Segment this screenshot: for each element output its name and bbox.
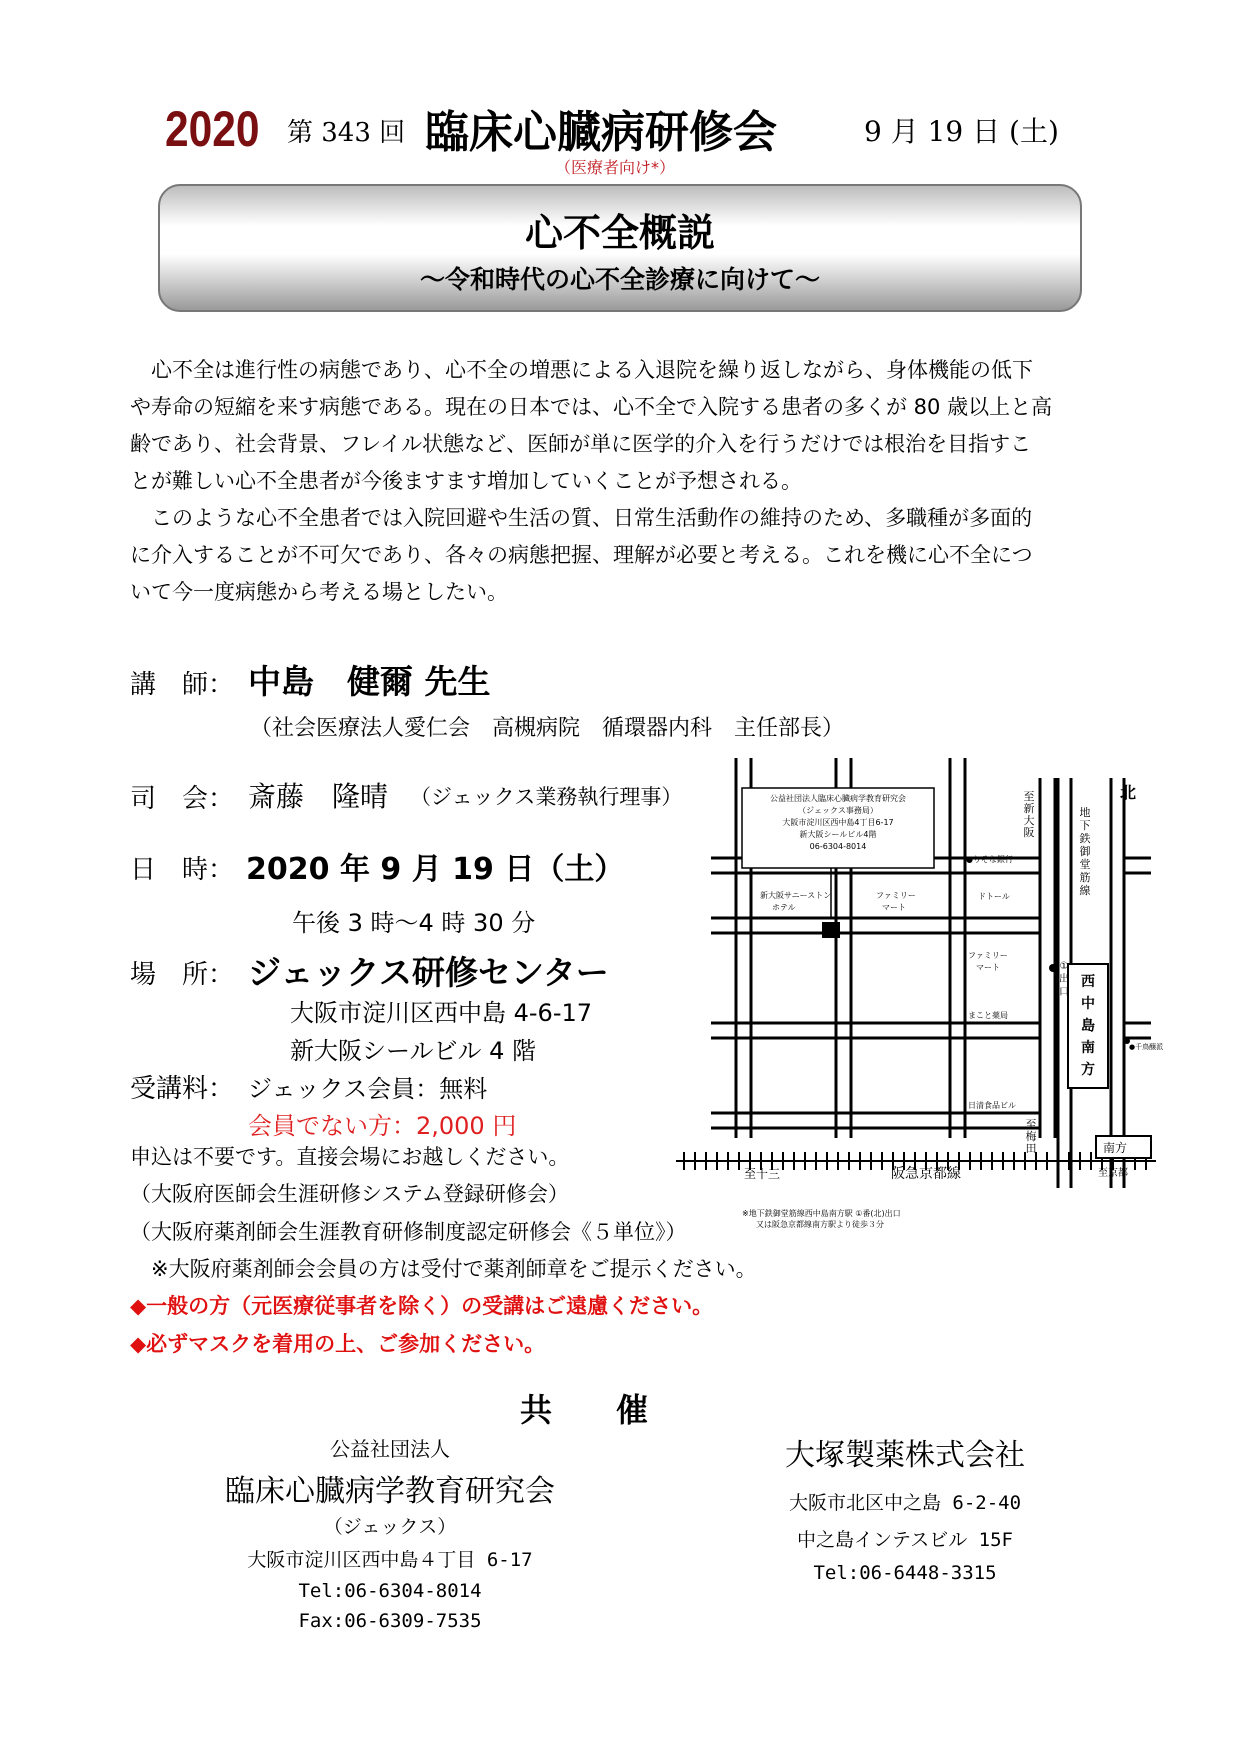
map-to-shinosaka: 至 — [1023, 790, 1035, 803]
map-hotel: ホテル — [772, 903, 796, 912]
sponsor1-fax: Fax:06-6309-7535 — [298, 1610, 482, 1632]
callout-line: 公益社団法人臨床心臓病学教育研究会 — [770, 794, 906, 803]
map-north: 北 — [1120, 783, 1137, 802]
map-to-shinosaka: 大 — [1023, 814, 1035, 827]
map-to-umeda: 梅 — [1025, 1130, 1037, 1143]
map-exit: ① — [1059, 961, 1069, 972]
map-to-umeda: 至 — [1025, 1118, 1037, 1131]
sponsor1-address: 大阪市淀川区西中島４丁目 6-17 — [247, 1549, 533, 1571]
event-time: 午後 3 時～4 時 30 分 — [292, 909, 536, 937]
callout-line: （ジェックス事務局） — [798, 806, 878, 815]
map-minamikata: 南方 — [1103, 1141, 1128, 1155]
audience-note: （医療者向け*） — [555, 158, 676, 177]
header-year: 2020 — [165, 101, 260, 157]
fee-members: ジェックス会員：無料 — [248, 1075, 488, 1103]
title-banner — [158, 184, 1082, 312]
map-resona: ●りそな銀行 — [966, 855, 1013, 864]
sponsor1-short: （ジェックス） — [323, 1516, 457, 1538]
lecturer-name: 中島 健爾 先生 — [248, 662, 491, 701]
map-doutor: ドトール — [978, 892, 1010, 901]
intro-line: とが難しい心不全患者が今後ますます増加していくことが予想される。 — [130, 469, 802, 493]
map-subway: 線 — [1079, 884, 1091, 897]
map-familymart: マート — [976, 963, 1000, 972]
note-medical-association: （大阪府医師会生涯研修システム登録研修会） — [130, 1182, 569, 1206]
sponsor1-name: 臨床心臓病学教育研究会 — [225, 1474, 555, 1509]
note-pharma-association: （大阪府薬剤師会生涯教育研修制度認定研修会《５単位》） — [130, 1220, 687, 1244]
intro-line: や寿命の短縮を来す病態である。現在の日本では、心不全で入院する患者の多くが 80 歳以上と高 — [130, 395, 1053, 419]
map-familymart: ファミリー — [876, 891, 916, 900]
map-exit: 出 — [1059, 974, 1069, 985]
map-to-shinosaka: 阪 — [1023, 826, 1035, 839]
map-to-umeda: 田 — [1025, 1142, 1037, 1155]
callout-line: 大阪市淀川区西中島4丁目6-17 — [782, 818, 894, 827]
sponsor2-name: 大塚製薬株式会社 — [785, 1438, 1025, 1473]
sponsor-otsuka — [740, 1430, 1070, 1584]
map-nisshin: 日清食品ビル — [968, 1101, 1016, 1110]
intro-line: 心不全は進行性の病態であり、心不全の増悪による入退院を繰り返しながら、身体機能の低下 — [130, 358, 1033, 382]
venue-marker — [822, 922, 840, 938]
map-svg — [676, 768, 1164, 1229]
header-title: 臨床心臓病研修会 — [425, 107, 777, 158]
map-hankyu: 阪急京都線 — [891, 1166, 961, 1182]
callout-line: 新大阪シールビル4階 — [799, 830, 877, 839]
callout-line: 06-6304-8014 — [809, 842, 867, 851]
map-subway: 御 — [1079, 845, 1091, 858]
access-map — [676, 768, 1164, 1232]
place-address: 大阪市淀川区西中島 4-6-17 — [290, 999, 593, 1027]
map-footnote: ※地下鉄御堂筋線西中島南方駅 ①番(北)出口 — [742, 1209, 901, 1218]
intro-line: いて今一度病態から考える場としたい。 — [130, 580, 508, 604]
map-to-shinosaka: 新 — [1023, 802, 1035, 815]
place-name: ジェックス研修センター — [248, 953, 609, 992]
place-building: 新大阪シールビル 4 階 — [290, 1037, 537, 1065]
map-exit: 口 — [1059, 987, 1069, 998]
warning-general-public: ◆一般の方（元医療従事者を除く）の受講はご遠慮ください。 — [130, 1294, 714, 1318]
sponsor2-building: 中之島インテスビル 15F — [797, 1529, 1013, 1551]
banner-title: 心不全概説 — [524, 211, 715, 255]
intro-line: に介入することが不可欠であり、各々の病態把握、理解が必要と考える。これを機に心不全につ — [130, 543, 1033, 567]
lecturer-label: 講 師： — [130, 670, 235, 700]
map-station: 中 — [1081, 996, 1095, 1012]
place-label: 場 所： — [130, 960, 235, 990]
map-station: 方 — [1081, 1062, 1095, 1078]
map-station: 南 — [1081, 1040, 1095, 1056]
banner-subtitle: ～令和時代の心不全診療に向けて～ — [419, 265, 820, 294]
sponsors-heading: 共 催 — [520, 1391, 649, 1429]
sponsor2-address: 大阪市北区中之島 6-2-40 — [788, 1492, 1022, 1514]
host-affiliation: （ジェックス業務執行理事） — [410, 785, 683, 809]
map-subway: 地 — [1079, 806, 1091, 819]
map-station: 西 — [1081, 974, 1095, 990]
map-subway: 堂 — [1079, 858, 1091, 871]
map-familymart: ファミリー — [968, 951, 1008, 960]
map-to-kyoto: 至京都 — [1098, 1168, 1128, 1179]
header-session: 第 343 回 — [287, 118, 406, 148]
map-subway: 下 — [1079, 819, 1091, 832]
map-station: 島 — [1081, 1018, 1095, 1034]
map-subway: 鉄 — [1079, 832, 1091, 845]
note-pharmacist-badge: ※大阪府薬剤師会会員の方は受付で薬剤師章をご提示ください。 — [130, 1257, 757, 1281]
fee-nonmembers: 会員でない方：2,000 円 — [248, 1112, 517, 1140]
event-date: 2020 年 9 月 19 日（土） — [246, 852, 625, 887]
sponsor-jecs — [180, 1433, 600, 1632]
map-familymart: マート — [882, 903, 906, 912]
sponsor1-type: 公益社団法人 — [330, 1437, 450, 1461]
map-footnote: 又は阪急京都線南方駅より徒歩３分 — [756, 1220, 884, 1229]
host-name: 斎藤 隆晴 — [248, 780, 389, 813]
intro-line: このような心不全患者では入院回避や生活の質、日常生活動作の維持のため、多職種が多面的 — [130, 506, 1033, 530]
header-date: 9 月 19 日 (土) — [864, 115, 1059, 148]
map-makoto: まこと薬局 — [968, 1011, 1008, 1020]
sponsor1-tel: Tel:06-6304-8014 — [298, 1580, 482, 1602]
sponsor2-tel: Tel:06-6448-3315 — [813, 1562, 997, 1584]
intro-line: 齢であり、社会背景、フレイル状態など、医師が単に医学的介入を行うだけでは根治を目指すこ — [130, 432, 1032, 456]
host-label: 司 会： — [130, 784, 235, 814]
datetime-label: 日 時： — [130, 855, 235, 885]
note-no-application: 申込は不要です。直接会場にお越しください。 — [130, 1145, 570, 1169]
map-sennari: ●千鳥醸派 — [1129, 1043, 1164, 1051]
warning-mask: ◆必ずマスクを着用の上、ご参加ください。 — [130, 1332, 546, 1356]
map-hotel: 新大阪サニーストン — [760, 891, 832, 900]
fee-label: 受講料： — [130, 1074, 235, 1104]
map-juso: 至十三 — [744, 1167, 781, 1181]
map-subway: 筋 — [1079, 871, 1091, 884]
lecturer-affiliation: （社会医療法人愛仁会 高槻病院 循環器内科 主任部長） — [250, 716, 845, 741]
intro-paragraph — [130, 352, 1120, 611]
